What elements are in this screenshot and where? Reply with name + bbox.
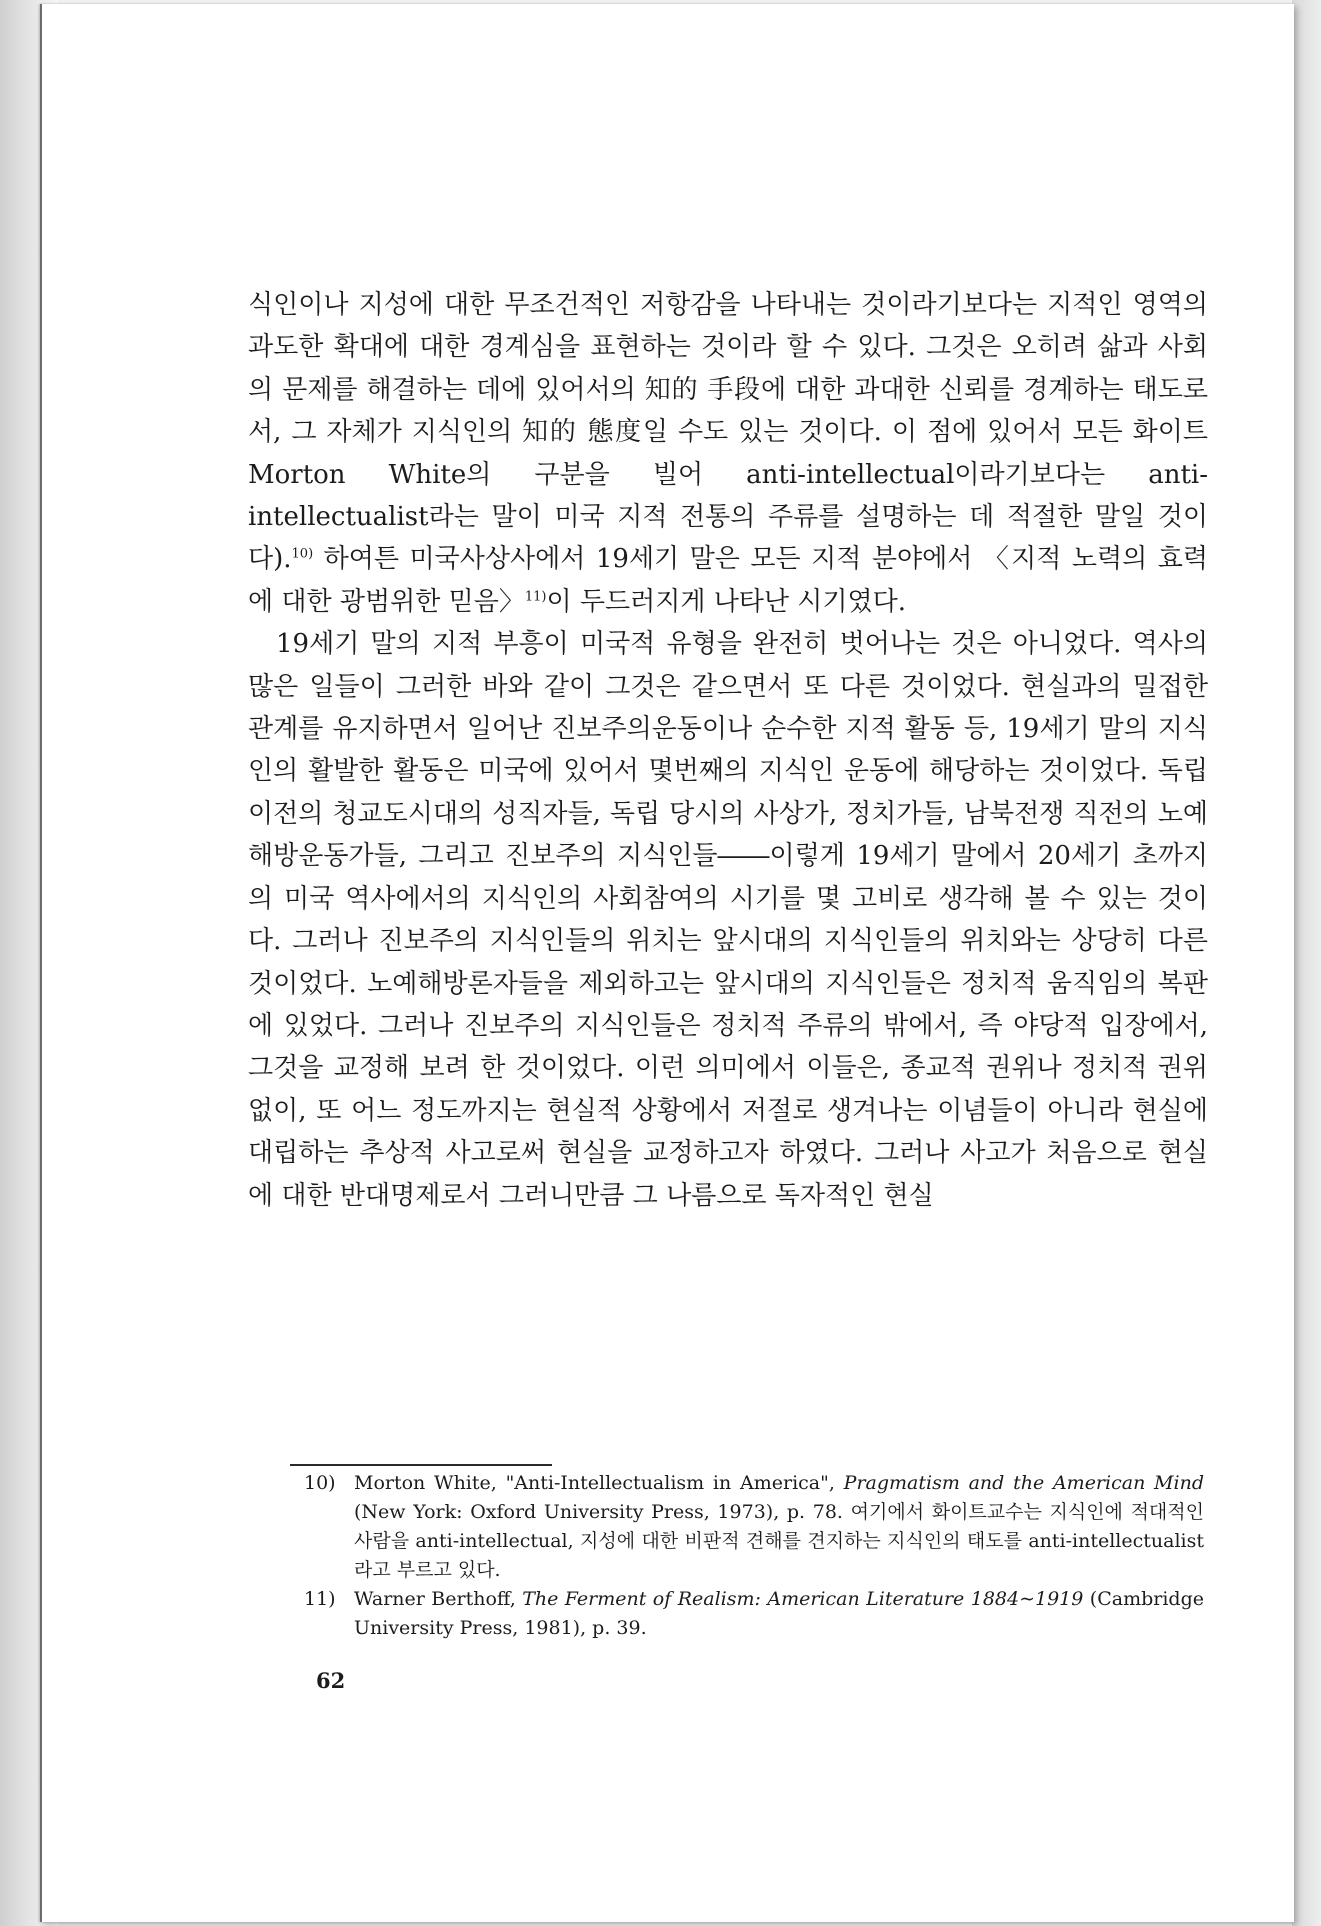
page-number: 62 [316, 1668, 346, 1693]
paragraph-2: 19세기 말의 지적 부흥이 미국적 유형을 완전히 벗어나는 것은 아니었다. 역사의 많은 일들이 그러한 바와 같이 그것은 같으면서 또 다른 것이었다. 현실과의 밀접한 관계를 유지하면서 일어난 진보주의운동이나 순수한 지적 활동 등, 19세기 말의 지식인의 활발한 활동은 미국에 있어서 몇번째의 지식인 운동에 해당하는 것이었다. 독립 이전의 청교도시대의 성직자들, 독립 당시의 사상가, 정치가들, 남북전쟁 직전의 노예해방운동가들, 그리고 진보주의 지식인들――이렇게 19세기 말에서 20세기 초까지의 미국 역사에서의 지식인의 사회참여의 시기를 몇 고비로 생각해 볼 수 있는 것이다. 그러나 진보주의 지식인들의 위치는 앞시대의 지식인들의 위치와는 상당히 다른 것이었다. 노예해방론자들을 제외하고는 앞시대의 지식인들은 정치적 움직임의 복판에 있었다. 그러나 진보주의 지식인들은 정치적 주류의 밖에서, 즉 야당적 입장에서, 그것을 교정해 보려 한 것이었다. 이런 의미에서 이들은, 종교적 권위나 정치적 권위 없이, 또 어느 정도까지는 현실적 상황에서 저절로 생겨나는 이념들이 아니라 현실에 대립하는 추상적 사고로써 현실을 교정하고자 하였다. 그러나 사고가 처음으로 현실에 대한 반대명제로서 그러니만큼 그 나름으로 독자적인 현실 [248, 629, 1208, 1211]
footnote-text: (Cambridge University Press, 1981), p. 39. [354, 1588, 1204, 1639]
footnote-text: Morton White, "Anti-Intellectualism in America", [354, 1472, 844, 1494]
footnote-book-title: The Ferment of Realism: American Literature 1884∼1919 [522, 1588, 1084, 1610]
footnote-ref-11: 11) [524, 589, 547, 605]
footnote-ref-10: 10) [291, 546, 314, 562]
footnotes [304, 1469, 1204, 1643]
paragraph-1 [248, 284, 1208, 623]
paragraph-1-text-a: 식인이나 지성에 대한 무조건적인 저항감을 나타내는 것이라기보다는 지적인 영역의 과도한 확대에 대한 경계심을 표현하는 것이라 할 수 있다. 그것은 오히려 삶과 사회의 문제를 해결하는 데에 있어서의 知的 手段에 대한 과대한 신뢰를 경계하는 태도로서, 그 자체가 지식인의 知的 態度일 수도 있는 것이다. 이 점에 있어서 모든 화이트 Morton White의 구분을 빌어 anti-intellectual이라기보다는 anti-intellectualist라는 말이 미국 지적 전통의 주류를 설명하는 데 적절한 말일 것이다). [248, 290, 1208, 575]
body-text [248, 284, 1208, 1217]
footnote-book-title: Pragmatism and the American Mind [843, 1472, 1204, 1494]
footnote-11 [304, 1585, 1204, 1643]
scan-right-margin [1292, 0, 1321, 1926]
paragraph-1-text-c: 이 두드러지게 나타난 시기였다. [546, 586, 907, 617]
footnote-divider [290, 1464, 552, 1466]
footnote-number: 11) [304, 1588, 336, 1610]
paragraph-1-text-b: 하여튼 미국사상사에서 19세기 말은 모든 지적 분야에서 〈지적 노력의 효력에 대한 광범위한 믿음〉 [248, 544, 1208, 617]
footnote-text: (New York: Oxford University Press, 1973), p. 78. 여기에서 화이트교수는 지식인에 적대적인 사람을 anti-intellectual, 지성에 대한 비판적 견해를 견지하는 지식인의 태도를 anti-intellectualist 라고 부르고 있다. [354, 1501, 1204, 1581]
footnote-10 [304, 1469, 1204, 1585]
footnote-text: Warner Berthoff, [354, 1588, 523, 1610]
book-page [40, 4, 1294, 1922]
footnote-number: 10) [304, 1472, 336, 1494]
